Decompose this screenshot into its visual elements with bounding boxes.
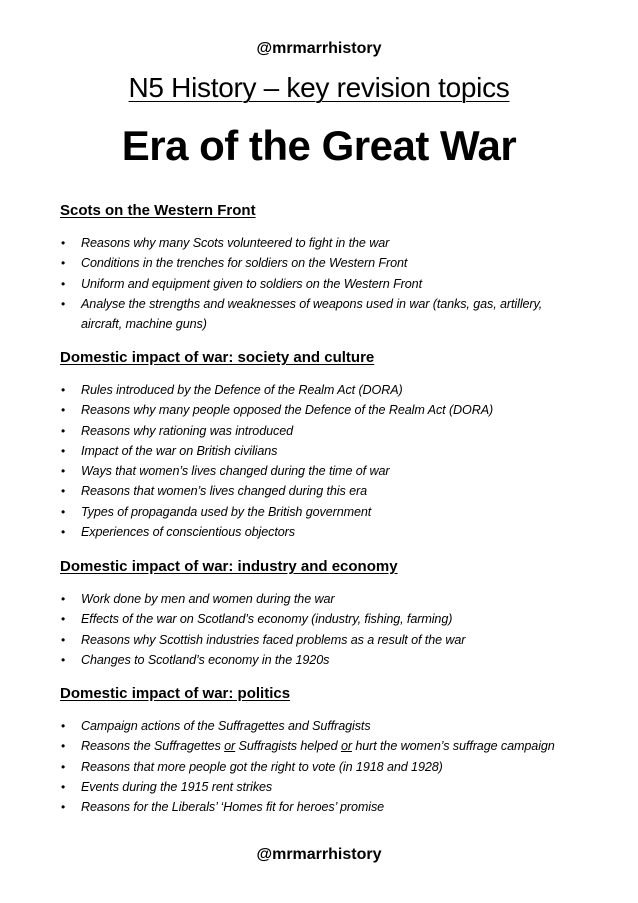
- page-subtitle: N5 History – key revision topics: [128, 72, 510, 103]
- list-item: • Reasons why many people opposed the Defence of the Realm Act (DORA): [60, 400, 600, 420]
- bullet-icon: •: [61, 383, 66, 397]
- bullet-icon: •: [61, 504, 66, 519]
- bullet-icon: •: [61, 612, 66, 627]
- list-item: • Reasons that more people got the right to vote (in 1918 and 1928): [60, 757, 600, 777]
- bullet-icon: •: [61, 484, 66, 499]
- topic-list: [60, 380, 600, 542]
- bullet-icon: •: [61, 443, 66, 458]
- footer-handle: @mrmarrhistory: [256, 846, 382, 863]
- section-industry-economy: [60, 557, 600, 670]
- bullet-icon: •: [61, 719, 66, 733]
- list-item: • Effects of the war on Scotland’s economy (industry, fishing, farming): [60, 609, 600, 629]
- bullet-icon: •: [61, 296, 66, 311]
- list-item: • Analyse the strengths and weaknesses of weapons used in war (tanks, gas, artillery, aircraft, machine guns): [60, 294, 600, 335]
- bullet-icon: •: [61, 592, 66, 606]
- section-scots-western-front: [60, 201, 600, 334]
- list-item: • Uniform and equipment given to soldiers on the Western Front: [60, 274, 600, 294]
- list-item: • Campaign actions of the Suffragettes and Suffragists: [60, 716, 600, 736]
- list-item: • Rules introduced by the Defence of the Realm Act (DORA): [60, 380, 600, 400]
- bullet-icon: •: [61, 759, 66, 774]
- emphasis-or: or: [340, 739, 352, 754]
- list-item: • Ways that women’s lives changed during the time of war: [60, 461, 600, 481]
- section-politics: [60, 684, 600, 817]
- list-item: • Work done by men and women during the war: [60, 589, 600, 609]
- bullet-icon: •: [61, 800, 66, 815]
- list-item: • Reasons why rationing was introduced: [60, 421, 600, 441]
- topic-list: [60, 233, 600, 334]
- bullet-icon: •: [61, 464, 66, 479]
- bullet-icon: •: [61, 632, 66, 647]
- section-heading: Domestic impact of war: industry and economy: [60, 558, 398, 575]
- list-item: • Reasons why Scottish industries faced problems as a result of the war: [60, 630, 600, 650]
- list-item: • Reasons the Suffragettes or Suffragists helped or hurt the women’s suffrage campaign: [60, 736, 600, 756]
- section-society-culture: [60, 348, 600, 542]
- bullet-icon: •: [61, 256, 66, 271]
- section-heading: Domestic impact of war: society and culture: [60, 349, 375, 366]
- topic-list: [60, 716, 600, 817]
- list-item: • Conditions in the trenches for soldiers on the Western Front: [60, 253, 600, 273]
- bullet-icon: •: [61, 423, 66, 438]
- page-title: Era of the Great War: [121, 122, 517, 169]
- list-item: • Types of propaganda used by the British government: [60, 502, 600, 522]
- section-heading: Scots on the Western Front: [60, 202, 256, 219]
- bullet-icon: •: [61, 652, 66, 667]
- bullet-icon: •: [61, 525, 66, 540]
- bullet-icon: •: [61, 403, 66, 418]
- section-heading: Domestic impact of war: politics: [60, 685, 291, 702]
- list-item: • Impact of the war on British civilians: [60, 441, 600, 461]
- list-item: • Changes to Scotland’s economy in the 1920s: [60, 650, 600, 670]
- emphasis-or: or: [224, 739, 236, 754]
- bullet-icon: •: [61, 779, 66, 794]
- bullet-icon: •: [61, 739, 66, 754]
- list-item: • Experiences of conscientious objectors: [60, 522, 600, 542]
- list-item: • Reasons that women’s lives changed during this era: [60, 481, 600, 501]
- topic-list: [60, 589, 600, 670]
- list-item: • Reasons why many Scots volunteered to fight in the war: [60, 233, 600, 253]
- bullet-icon: •: [61, 236, 66, 250]
- header-handle: @mrmarrhistory: [256, 40, 382, 57]
- list-item: • Reasons for the Liberals’ ‘Homes fit for heroes’ promise: [60, 797, 600, 817]
- bullet-icon: •: [61, 276, 66, 291]
- list-item: • Events during the 1915 rent strikes: [60, 777, 600, 797]
